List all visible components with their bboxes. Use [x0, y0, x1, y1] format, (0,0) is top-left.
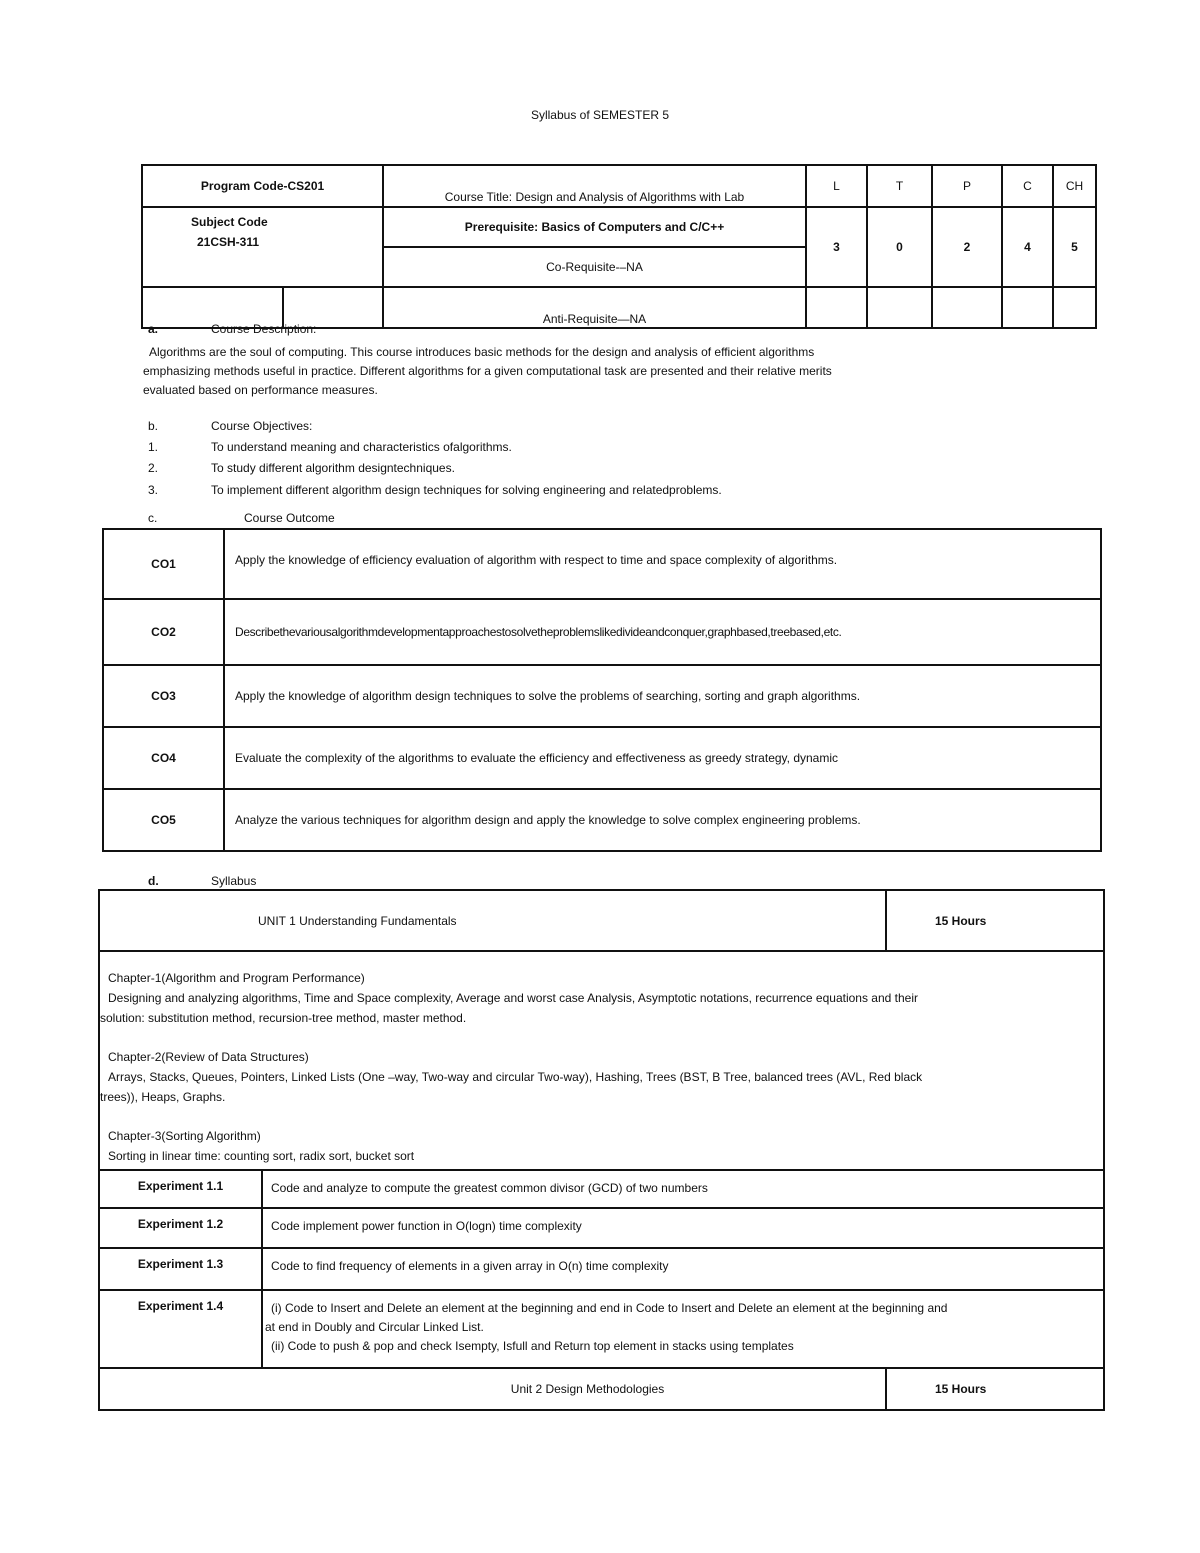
chapter-line: solution: substitution method, recursion-tree method, master method. — [100, 1011, 467, 1025]
description-line: Algorithms are the soul of computing. This course introduces basic methods for the design and analysis of efficient algorithms — [149, 345, 815, 359]
objective-item — [0, 440, 1200, 458]
credit-header-p: P — [932, 165, 1002, 207]
chapters-block — [99, 951, 1104, 1170]
credit-value-c: 4 — [1002, 207, 1053, 287]
unit2-title: Unit 2 Design Methodologies — [99, 1368, 886, 1410]
outcome-code: CO5 — [103, 789, 224, 851]
chapter-title: Chapter-1(Algorithm and Program Performance) — [108, 971, 365, 985]
experiment-label: Experiment 1.3 — [99, 1248, 262, 1290]
unit2-hours: 15 Hours — [886, 1368, 1104, 1410]
course-outcome-table — [102, 528, 1102, 852]
chapter-line: trees)), Heaps, Graphs. — [100, 1090, 226, 1104]
credit-value-p: 2 — [932, 207, 1002, 287]
outcome-code: CO3 — [103, 665, 224, 727]
objectives-heading — [0, 419, 1200, 437]
experiment-text-block — [262, 1290, 1104, 1368]
description-heading — [0, 322, 1200, 340]
corequisite: Co-Requisite-–NA — [383, 247, 806, 287]
experiment-line: (ii) Code to push & pop and check Isempty, Isfull and Return top element in stacks using templates — [271, 1339, 794, 1353]
section-heading: Course Outcome — [244, 511, 335, 525]
experiment-label: Experiment 1.1 — [99, 1170, 262, 1208]
description-line: emphasizing methods useful in practice. Different algorithms for a given computational task are presented and their relative merits — [143, 364, 832, 378]
objective-text: To study different algorithm designtechniques. — [211, 461, 455, 475]
program-code: Program Code-CS201 — [142, 165, 383, 207]
experiment-text: Code and analyze to compute the greatest common divisor (GCD) of two numbers — [262, 1170, 1104, 1208]
outcome-text: Apply the knowledge of efficiency evaluation of algorithm with respect to time and space complexity of algorithms. — [224, 529, 1101, 599]
outcome-text: Describethevariousalgorithmdevelopmentapproachestosolvetheproblemslikedivideandconquer,graphbased,treebased,etc. — [224, 599, 1101, 665]
course-title: Course Title: Design and Analysis of Algorithms with Lab — [383, 165, 806, 207]
experiment-text: Code implement power function in O(logn) time complexity — [262, 1208, 1104, 1248]
section-heading: Syllabus — [211, 874, 257, 888]
description-line: evaluated based on performance measures. — [143, 383, 378, 397]
credit-value-t: 0 — [867, 207, 932, 287]
outcome-code: CO4 — [103, 727, 224, 789]
section-heading: Course Objectives: — [211, 419, 313, 433]
credit-header-l: L — [806, 165, 867, 207]
chapter-line: Designing and analyzing algorithms, Time and Space complexity, Average and worst case Analysis, Asymptotic notations, recurrence equations and their — [108, 991, 918, 1005]
syllabus-table — [98, 889, 1105, 1411]
section-heading: Course Description: — [211, 322, 317, 336]
section-letter: a. — [148, 322, 159, 336]
credit-value-l: 3 — [806, 207, 867, 287]
experiment-label: Experiment 1.2 — [99, 1208, 262, 1248]
course-description — [143, 343, 1013, 400]
objective-text: To implement different algorithm design techniques for solving engineering and relatedproblems. — [211, 483, 722, 497]
subject-code-cell — [142, 207, 383, 287]
subject-code-label: Subject Code — [191, 215, 268, 229]
credit-header-c: C — [1002, 165, 1053, 207]
credit-header-t: T — [867, 165, 932, 207]
objective-item — [0, 461, 1200, 479]
experiment-text: Code to find frequency of elements in a given array in O(n) time complexity — [262, 1248, 1104, 1290]
objective-number: 1. — [148, 440, 159, 454]
objective-number: 2. — [148, 461, 159, 475]
chapter-title: Chapter-2(Review of Data Structures) — [108, 1050, 309, 1064]
section-letter: c. — [148, 511, 158, 525]
outcome-code: CO1 — [103, 529, 224, 599]
section-letter: b. — [148, 419, 159, 433]
chapter-title: Chapter-3(Sorting Algorithm) — [108, 1129, 261, 1143]
objective-text: To understand meaning and characteristics ofalgorithms. — [211, 440, 512, 454]
page-title: Syllabus of SEMESTER 5 — [530, 108, 670, 122]
prerequisite: Prerequisite: Basics of Computers and C/C++ — [383, 207, 806, 247]
outcome-code: CO2 — [103, 599, 224, 665]
antirequisite: Anti-Requisite—NA — [383, 287, 806, 328]
unit1-title: UNIT 1 Understanding Fundamentals — [99, 890, 886, 951]
outcomes-heading — [0, 511, 1200, 529]
unit1-hours: 15 Hours — [886, 890, 1104, 951]
chapter-line: Arrays, Stacks, Queues, Pointers, Linked Lists (One –way, Two-way and circular Two-way), Hashing, Trees (BST, B Tree, balanced trees (AVL, Red black — [108, 1070, 923, 1084]
subject-code: 21CSH-311 — [197, 235, 260, 249]
chapter-line: Sorting in linear time: counting sort, radix sort, bucket sort — [108, 1149, 415, 1163]
credit-value-ch: 5 — [1053, 207, 1096, 287]
course-header-table — [141, 164, 1097, 329]
experiment-label: Experiment 1.4 — [99, 1290, 262, 1368]
objective-item — [0, 483, 1200, 501]
credit-header-ch: CH — [1053, 165, 1096, 207]
section-letter: d. — [148, 874, 159, 888]
experiment-line: at end in Doubly and Circular Linked List. — [265, 1320, 484, 1334]
outcome-text: Evaluate the complexity of the algorithms to evaluate the efficiency and effectiveness as greedy strategy, dynamic — [224, 727, 1101, 789]
outcome-text: Apply the knowledge of algorithm design techniques to solve the problems of searching, sorting and graph algorithms. — [224, 665, 1101, 727]
outcome-text: Analyze the various techniques for algorithm design and apply the knowledge to solve complex engineering problems. — [224, 789, 1101, 851]
objective-number: 3. — [148, 483, 159, 497]
experiment-line: (i) Code to Insert and Delete an element at the beginning and end in Code to Insert and Delete an element at the beginning and — [271, 1301, 948, 1315]
